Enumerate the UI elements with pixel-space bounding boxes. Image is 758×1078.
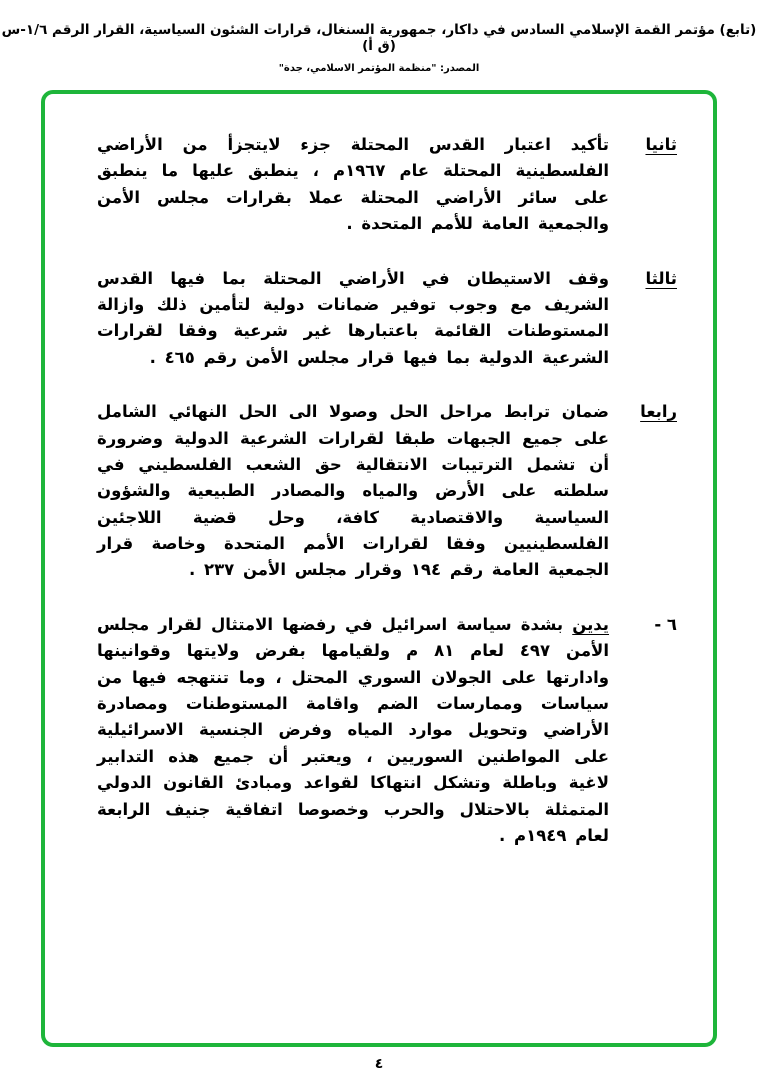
green-border-frame: [41, 90, 717, 1047]
section-second-text: تأكيد اعتبار القدس المحتلة جزء لايتجزأ من الأراضي الفلسطينية المحتلة عام ١٩٦٧م ، ينطبق عليها ما ينطبق على سائر الأراضي المحتلة عملا بقرارات مجلس الأمن والجمعية العامة للأمم المتحدة .: [97, 135, 609, 234]
section-third-label: ثالثا: [645, 268, 677, 288]
page-header: [0, 0, 758, 74]
section-third: [97, 266, 677, 372]
page-footer: [0, 1053, 758, 1072]
clause-6: [97, 612, 677, 850]
clause-6-text: [97, 612, 609, 850]
document-source-line: المصدر: "منظمة المؤتمر الاسلامي، جدة": [278, 63, 480, 74]
document-title: (تابع) مؤتمر القمة الإسلامي السادس في داكار، جمهورية السنغال، قرارات الشئون السياسية، القرار الرقم ١/٦-س (ق أ): [1, 22, 757, 54]
section-third-text: وقف الاستيطان في الأراضي المحتلة بما فيها القدس الشريف مع وجوب توفير ضمانات دولية لتأمين ذلك وازالة المستوطنات القائمة باعتبارها غير شرعية وفقا لقرارات الشرعية الدولية بما فيها قرار مجلس الأمن رقم ٤٦٥ .: [97, 268, 609, 367]
document-body: [45, 94, 713, 849]
section-fourth: [97, 399, 677, 584]
page-number: ٤: [374, 1056, 384, 1072]
clause-6-rest: بشدة سياسة اسرائيل في رفضها الامتثال لقرار مجلس الأمن ٤٩٧ لعام ٨١ م ولقيامها بفرض ولايتها وقوانينها وادارتها على الجولان السوري المحتل ، وما تنتهجه فيها من سياسات وممارسات الضم واقامة المستوطنات ومصادرة الأراضي وتحويل موارد المياه وفرض الجنسية الاسرائيلية على المواطنين السوريين ، ويعتبر أن جميع هذه التدابير لاغية وباطلة وتشكل انتهاكا لقواعد ومبادئ القانون الدولي المتمثلة بالاحتلال والحرب وخصوصا اتفاقية جنيف الرابعة لعام ١٩٤٩م .: [97, 614, 609, 845]
section-second-label: ثانيا: [645, 135, 677, 154]
section-fourth-label: رابعا: [640, 402, 677, 422]
clause-6-number: ٦ -: [654, 614, 677, 634]
section-fourth-text: ضمان ترابط مراحل الحل وصولا الى الحل النهائي الشامل على جميع الجبهات طبقا لقرارات الشرعية الدولية وضرورة أن تشمل الترتيبات الانتقالية حق الشعب الفلسطيني في سلطته على الأرض والمياه والمصادر الطبيعية والشؤون السياسية والاقتصادية كافة، وحل قضية اللاجئين الفلسطينيين وفقا لقرارات الأمم المتحدة وخاصة قرار الجمعية العامة رقم ١٩٤ وقرار مجلس الأمن ٢٣٧ .: [97, 402, 609, 580]
section-second: [97, 132, 677, 238]
clause-6-lead-word: يدين: [572, 614, 610, 634]
